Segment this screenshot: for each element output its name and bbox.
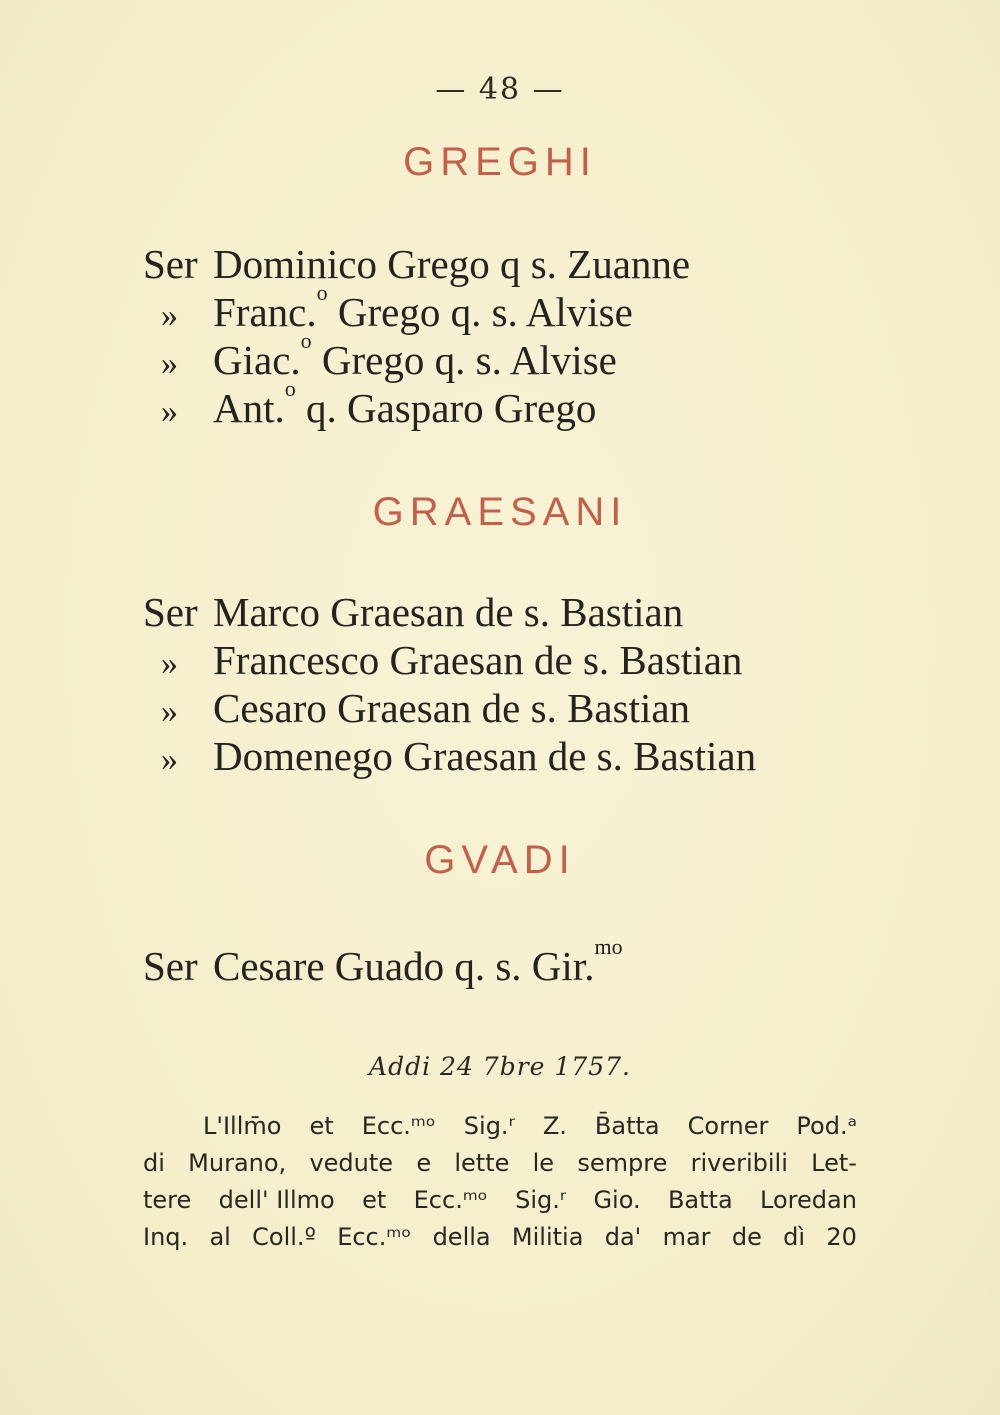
paragraph-line xyxy=(143,1182,857,1219)
paragraph-word: tere xyxy=(143,1186,192,1214)
entry-text: Cesare Guado q. s. Gir. xyxy=(213,943,595,989)
entry-prefix: Ser xyxy=(143,943,198,989)
list-item xyxy=(143,732,756,780)
paragraph-word: 20 xyxy=(826,1223,857,1251)
entry-text-rest: Grego q. s. Alvise xyxy=(311,337,617,383)
entry-text: Ant. xyxy=(213,385,285,431)
paragraph-word: da' xyxy=(604,1223,642,1251)
list-item xyxy=(143,934,623,990)
list-item xyxy=(143,328,690,384)
paragraph-word: vedute xyxy=(309,1149,394,1177)
paragraph-word: al xyxy=(209,1223,231,1251)
section-heading-greghi: GREGHI xyxy=(403,140,597,184)
entry-text: Francesco Graesan de s. Bastian xyxy=(213,637,743,683)
paragraph-line xyxy=(143,1219,857,1256)
name-list-graesani xyxy=(143,588,756,780)
paragraph-word: Batta xyxy=(667,1186,733,1214)
list-item xyxy=(143,684,756,732)
paragraph-line xyxy=(143,1108,857,1145)
entry-text: Dominico Grego q s. Zuanne xyxy=(213,241,691,287)
ditto-mark: » xyxy=(161,345,178,382)
entry-text: Domenego Graesan de s. Bastian xyxy=(213,733,757,779)
paragraph-word: B̄atta xyxy=(594,1112,660,1140)
paragraph-word: Let- xyxy=(811,1149,857,1177)
paragraph-word: Militia xyxy=(511,1223,584,1251)
paragraph-word: et xyxy=(362,1186,387,1214)
list-item xyxy=(143,376,690,432)
paragraph-word: Loredan xyxy=(760,1186,857,1214)
entry-text-rest: Grego q. s. Alvise xyxy=(327,289,633,335)
entry-superscript: mo xyxy=(594,934,623,959)
list-item xyxy=(143,588,756,636)
paragraph-word: Z. xyxy=(542,1112,567,1140)
paragraph-word: Ecc.ᵐᵒ xyxy=(361,1112,436,1140)
paragraph-word: della xyxy=(432,1223,491,1251)
paragraph-word: di xyxy=(143,1149,165,1177)
paragraph-word: sempre xyxy=(577,1149,668,1177)
entry-prefix: Ser xyxy=(143,589,198,635)
paragraph-word: mar xyxy=(662,1223,711,1251)
paragraph-word: L'Illm̄o xyxy=(203,1112,282,1140)
entry-superscript: o xyxy=(316,280,328,305)
entry-text-rest: q. Gasparo Grego xyxy=(295,385,597,431)
date-line: Addi 24 7bre 1757. xyxy=(369,1052,631,1081)
entry-prefix: Ser xyxy=(143,241,198,287)
paragraph-word: dì xyxy=(783,1223,806,1251)
ditto-mark: » xyxy=(161,741,178,778)
ditto-mark: » xyxy=(161,645,178,682)
name-list-greghi xyxy=(143,240,690,432)
ditto-mark: » xyxy=(161,297,178,334)
paragraph-word: Sig.ʳ xyxy=(463,1112,515,1140)
entry-superscript: o xyxy=(300,328,312,353)
paragraph-word: Pod.ᵃ xyxy=(796,1112,857,1140)
paragraph-word: de xyxy=(731,1223,762,1251)
list-item xyxy=(143,636,756,684)
paragraph-word: le xyxy=(532,1149,555,1177)
ditto-mark: » xyxy=(161,693,178,730)
paragraph-word: lette xyxy=(454,1149,510,1177)
paragraph-word: Inq. xyxy=(143,1223,189,1251)
entry-text: Marco Graesan de s. Bastian xyxy=(213,589,684,635)
page-number: — 48 — xyxy=(435,72,565,107)
list-item xyxy=(143,240,690,288)
paragraph-word: Sig.ʳ xyxy=(515,1186,567,1214)
paragraph-word: Ecc.ᵐᵒ xyxy=(413,1186,488,1214)
body-paragraph xyxy=(143,1108,857,1256)
entry-text: Giac. xyxy=(213,337,301,383)
paragraph-word: Murano, xyxy=(188,1149,287,1177)
entry-text: Cesaro Graesan de s. Bastian xyxy=(213,685,691,731)
entry-text: Franc. xyxy=(213,289,317,335)
paragraph-word: e xyxy=(416,1149,432,1177)
entry-superscript: o xyxy=(284,376,296,401)
ditto-mark: » xyxy=(161,393,178,430)
paragraph-word: et xyxy=(309,1112,334,1140)
paragraph-line xyxy=(143,1145,857,1182)
paragraph-word: Corner xyxy=(687,1112,769,1140)
paragraph-word: dell' Illmo xyxy=(218,1186,335,1214)
paragraph-word: Ecc.ᵐᵒ xyxy=(337,1223,412,1251)
paragraph-word: Coll.º xyxy=(252,1223,316,1251)
paragraph-word: riveribili xyxy=(690,1149,788,1177)
section-heading-gvadi: GVADI xyxy=(424,838,576,882)
name-list-gvadi xyxy=(143,934,623,990)
list-item xyxy=(143,280,690,336)
paragraph-word: Gio. xyxy=(593,1186,641,1214)
section-heading-graesani: GRAESANI xyxy=(372,490,628,534)
